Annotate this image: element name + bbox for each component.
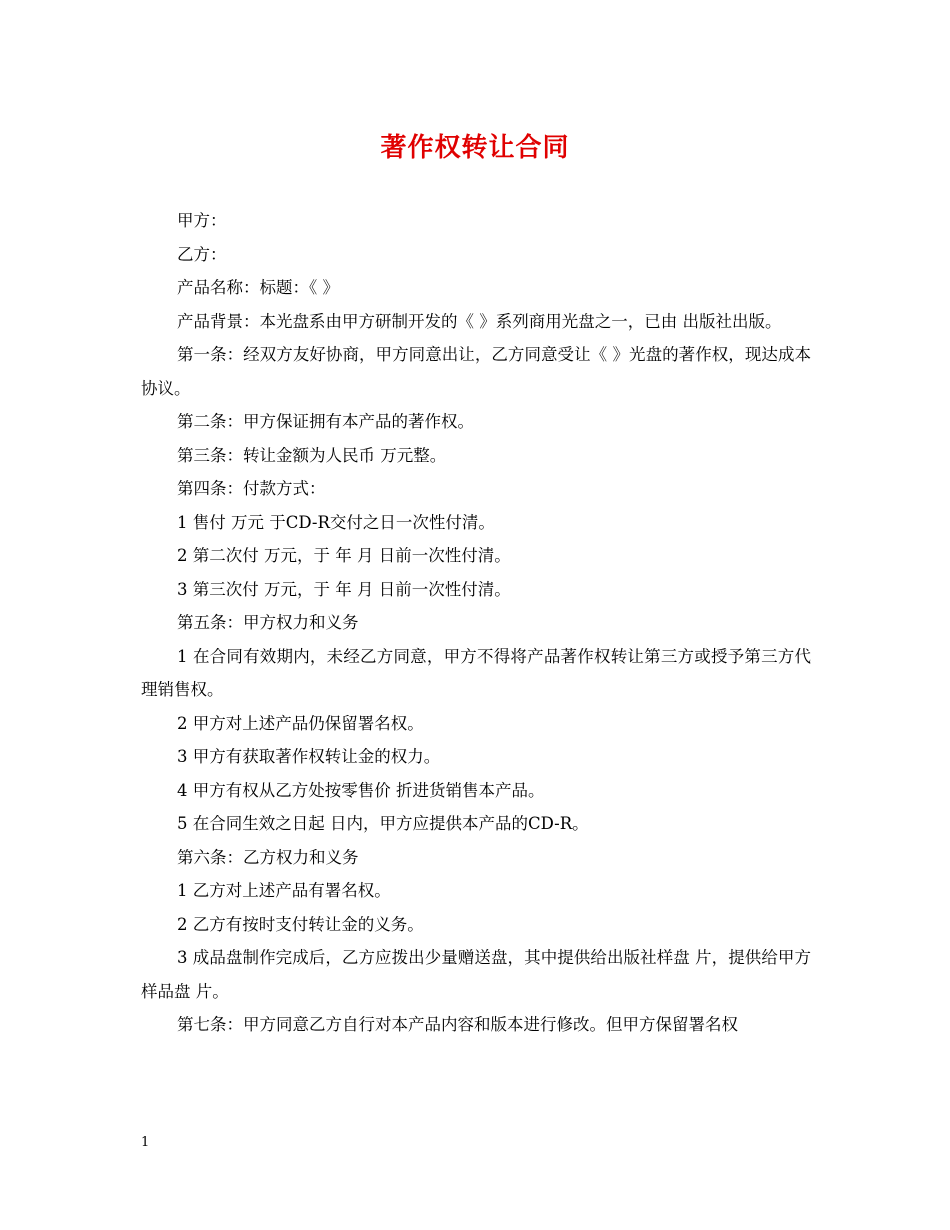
paragraph-product-name: 产品名称：标题：《 》 [177,278,339,297]
paragraph-article-5-item-1: 1 在合同有效期内，未经乙方同意，甲方不得将产品著作权转让第三方或授予第三方代理销售权。 [141,646,811,699]
paragraph-article-6-item-1: 1 乙方对上述产品有署名权。 [177,881,391,900]
paragraph-article-3: 第三条：转让金额为人民币 万元整。 [177,445,447,465]
paragraph-party-a: 甲方： [177,211,227,230]
paragraph-product-background: 产品背景：本光盘系由甲方研制开发的《 》系列商用光盘之一，已由 出版社出版。 [177,311,782,331]
paragraph-article-5-item-4: 4 甲方有权从乙方处按零售价 折进货销售本产品。 [177,780,545,800]
paragraph-article-5-item-2: 2 甲方对上述产品仍保留署名权。 [177,713,424,733]
paragraph-article-1: 第一条：经双方友好协商，甲方同意出让，乙方同意受让《 》光盘的著作权，现达成本协议。 [141,345,811,398]
paragraph-payment-2: 2 第二次付 万元，于 年 月 日前一次性付清。 [177,546,511,565]
paragraph-payment-1: 1 售付 万元 于CD-R交付之日一次性付清。 [177,512,495,532]
paragraph-payment-3: 3 第三次付 万元，于 年 月 日前一次性付清。 [177,579,511,599]
paragraph-article-6-item-2: 2 乙方有按时支付转让金的义务。 [177,914,424,934]
document-title: 著作权转让合同 [380,133,570,163]
paragraph-article-7: 第七条：甲方同意乙方自行对本产品内容和版本进行修改。但甲方保留署名权 [177,1015,738,1034]
paragraph-article-5-item-5: 5 在合同生效之日起 日内，甲方应提供本产品的CD-R。 [177,814,589,833]
paragraph-article-2: 第二条：甲方保证拥有本产品的著作权。 [177,412,474,431]
paragraph-article-4: 第四条：付款方式： [177,479,326,498]
paragraph-article-5-item-3: 3 甲方有获取著作权转让金的权力。 [177,747,441,766]
document-body [141,204,811,1042]
paragraph-article-6: 第六条：乙方权力和义务 [177,847,359,867]
paragraph-party-b: 乙方： [177,244,227,264]
paragraph-article-5: 第五条：甲方权力和义务 [177,613,359,632]
paragraph-article-6-item-3: 3 成品盘制作完成后，乙方应拨出少量赠送盘，其中提供给出版社样盘 片，提供给甲方样品盘 片。 [141,948,811,1001]
page-number: 1 [141,1135,150,1150]
